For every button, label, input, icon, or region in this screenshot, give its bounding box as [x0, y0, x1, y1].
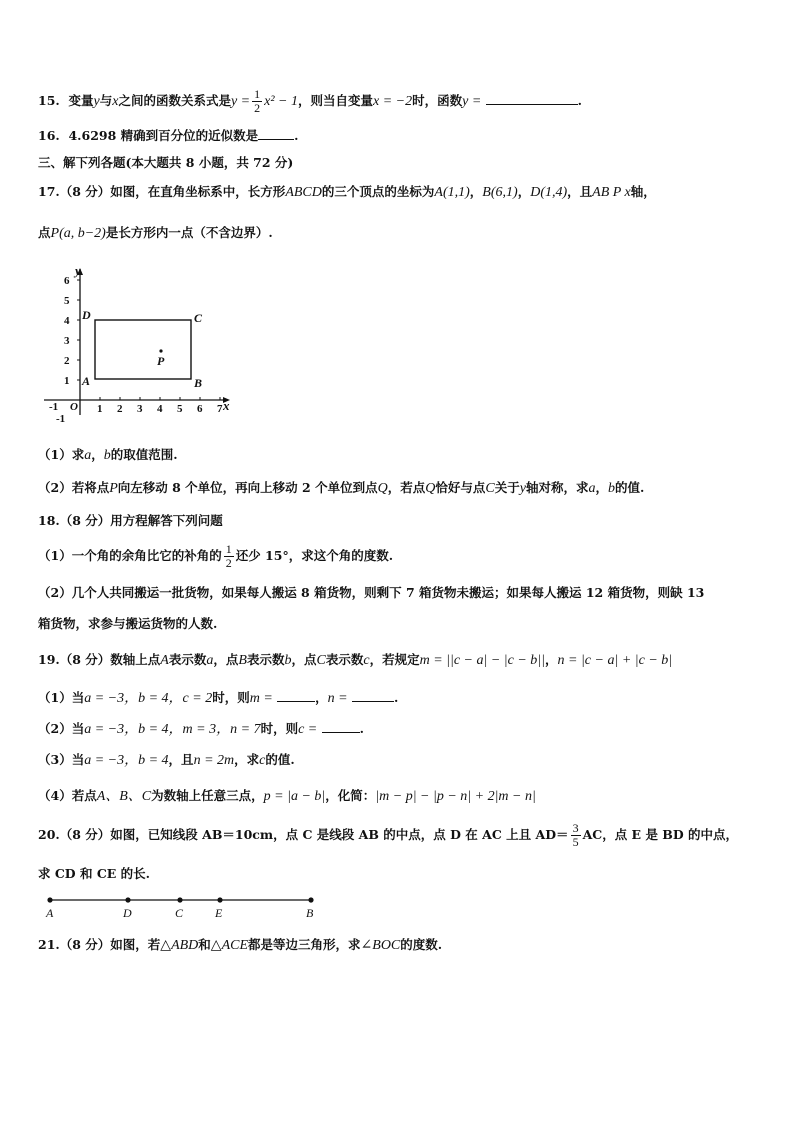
point-e: [217, 897, 222, 902]
question-18-title: 18.（8 分）用方程解答下列问题: [38, 513, 223, 528]
x-tick-5: 5: [177, 403, 183, 415]
question-20-line-2: 求 CD 和 CE 的长.: [38, 866, 151, 881]
question-19-sub-3: （3）当a = −3，b = 4，且n = 2m，求c的值.: [38, 752, 295, 768]
label-d: D: [123, 906, 132, 920]
question-17-sub-1: （1）求a，b的取值范围.: [38, 447, 178, 463]
question-16: 16. 4.6298 精确到百分位的近似数是 .: [38, 128, 299, 143]
origin-label: O: [70, 401, 78, 413]
fraction: $\frac{1}{2}$: [254, 87, 261, 115]
question-15: 15. 变量y与x之间的函数关系式是y = $\frac{1}{2}$ x² − 1，则当自变量x = −2时，函数y = .: [38, 87, 583, 115]
question-18-sub-1: （1）一个角的余角比它的补角的 $\frac{1}{2}$ 还少 15°，求这个角的度数.: [38, 542, 394, 570]
label-b: B: [306, 906, 314, 920]
x-tick-3: 3: [137, 403, 143, 415]
answer-blank-n[interactable]: [352, 689, 394, 702]
label-a: A: [46, 906, 54, 920]
question-number: 15.: [38, 93, 60, 108]
answer-blank[interactable]: [258, 127, 294, 140]
point-a: [47, 897, 52, 902]
section-heading: 三、解下列各题(本大题共 8 小题，共 72 分): [38, 155, 294, 170]
label-e: E: [215, 906, 223, 920]
y-tick-5: 5: [64, 295, 70, 307]
point-c: [177, 897, 182, 902]
point-b: [308, 897, 313, 902]
question-19-sub-4: （4）若点A、B、C为数轴上任意三点，p = |a − b|，化简：|m − p| − |p − n| + 2|m − n|: [38, 788, 536, 804]
fraction: $\frac{3}{5}$: [572, 821, 579, 849]
question-19-sub-2: （2）当a = −3，b = 4，m = 3，n = 7时，则c = .: [38, 721, 364, 737]
answer-blank-m[interactable]: [277, 689, 315, 702]
question-18-sub-2-line-2: 箱货物，求参与搬运货物的人数.: [38, 616, 218, 631]
y-tick-2: 2: [64, 355, 70, 367]
vertex-b-label: B: [194, 376, 203, 390]
rectangle-abcd: [95, 320, 191, 379]
y-axis-label: y: [75, 265, 81, 278]
x-tick-6: 6: [197, 403, 203, 415]
x-tick-4: 4: [157, 403, 163, 415]
point-p-label: P: [157, 354, 165, 368]
vertex-a-label: A: [82, 374, 91, 388]
segment-figure: [40, 893, 330, 921]
y-tick-3: 3: [64, 335, 70, 347]
question-19-sub-1: （1）当a = −3，b = 4，c = 2时，则m = ，n = .: [38, 690, 399, 706]
coordinate-figure: [42, 265, 242, 425]
x-tick-1: 1: [97, 403, 103, 415]
vertex-d-label: D: [82, 308, 91, 322]
x-axis-label: x: [223, 398, 230, 413]
y-tick-neg-1: -1: [56, 413, 66, 425]
vertex-c-label: C: [194, 311, 203, 325]
point-p: [159, 349, 162, 352]
question-17-line-1: 17.（8 分）如图，在直角坐标系中，长方形ABCD的三个顶点的坐标为A(1,1)，B(6,1)，D(1,4)，且AB P x轴，: [38, 184, 656, 200]
y-tick-4: 4: [64, 315, 70, 327]
question-18-sub-2-line-1: （2）几个人共同搬运一批货物，如果每人搬运 8 箱货物，则剩下 7 箱货物未搬运；如果每人搬运 12 箱货物，则缺 13: [38, 585, 705, 600]
question-19: 19.（8 分）数轴上点A表示数a，点B表示数b，点C表示数c，若规定m = ||c − a| − |c − b||，n = |c − a| + |c − b|: [38, 652, 673, 668]
point-d: [125, 897, 130, 902]
x-tick-7: 7: [217, 403, 223, 415]
question-21: 21.（8 分）如图，若△ABD和△ACE都是等边三角形，求∠BOC的度数.: [38, 937, 443, 953]
answer-blank[interactable]: [486, 92, 578, 105]
y-tick-1: 1: [64, 375, 70, 387]
y-tick-6: 6: [64, 275, 70, 287]
x-tick-neg-1: -1: [49, 401, 59, 413]
x-tick-2: 2: [117, 403, 123, 415]
answer-blank-c[interactable]: [322, 720, 360, 733]
label-c: C: [175, 906, 184, 920]
question-17-line-2: 点P(a, b−2)是长方形内一点（不含边界）.: [38, 225, 273, 241]
question-20-line-1: 20.（8 分）如图，已知线段 AB＝10cm，点 C 是线段 AB 的中点，点 D 在 AC 上且 AD＝ $\frac{3}{5}$ AC，点 E 是 BD 的中点，: [38, 821, 739, 849]
question-17-sub-2: （2）若将点P向左移动 8 个单位，再向上移动 2 个单位到点Q，若点Q恰好与点C关于y轴对称，求a，b的值.: [38, 480, 645, 496]
fraction: $\frac{1}{2}$: [225, 542, 232, 570]
